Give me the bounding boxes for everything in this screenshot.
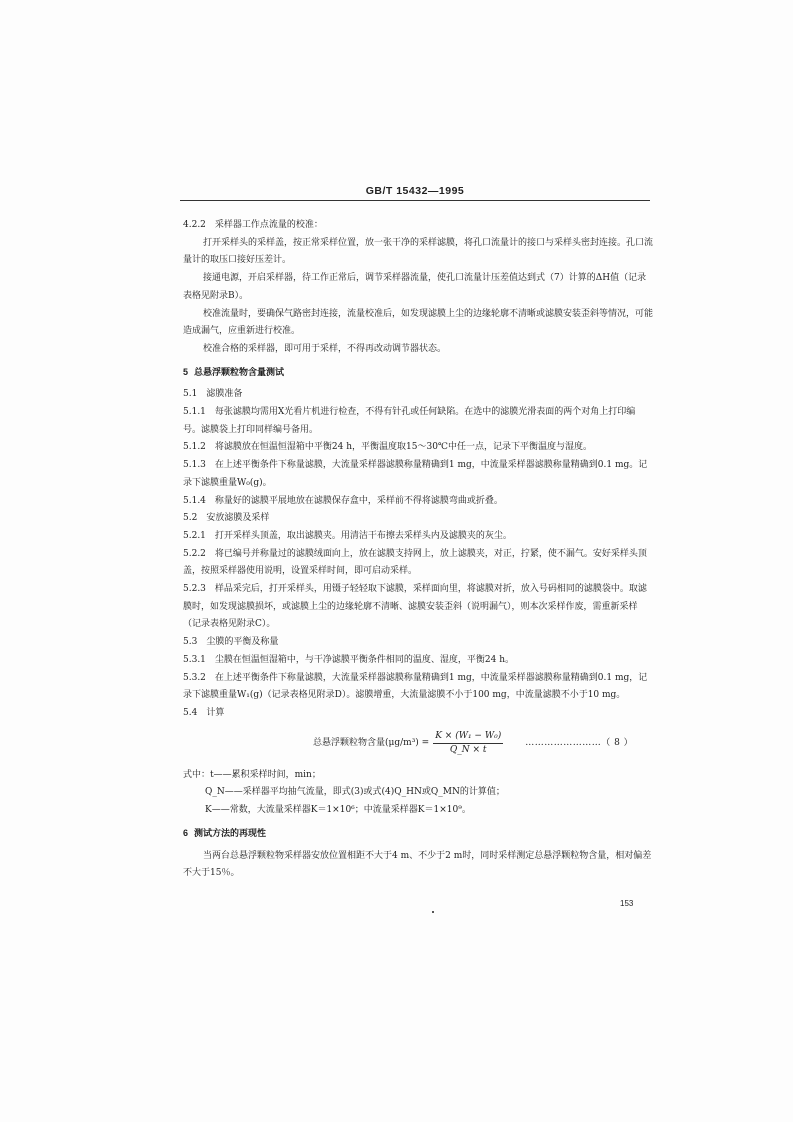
clause-5-2-1: 5.2.1 打开采样头顶盖，取出滤膜夹。用清洁干布擦去采样头内及滤膜夹的灰尘。 (183, 530, 512, 541)
paragraph: 接通电源，开启采样器，待工作正常后，调节采样器流量，使孔口流量计压差值达到式（7）计算的ΔH值（记录表格见附录B）。 (183, 273, 647, 301)
section-5-heading (183, 364, 653, 382)
document-body (183, 217, 653, 883)
section-4-2-2-title: 4.2.2 采样器工作点流量的校准： (183, 220, 323, 230)
paragraph: 校准流量时，要确保气路密封连接，流量校准后，如发现滤膜上尘的边缘轮廓不清晰或滤膜安装歪斜等情况，可能造成漏气，应重新进行校准。 (183, 308, 654, 337)
paragraph: 校准合格的采样器，即可用于采样，不得再改动调节器状态。 (203, 343, 447, 354)
clause-5-1-4: 5.1.4 称量好的滤膜平展地放在滤膜保存盒中，采样前不得将滤膜弯曲或折叠。 (183, 495, 503, 506)
where-line: K——常数，大流量采样器K＝1×10⁶；中流量采样器K＝1×10⁹。 (205, 805, 471, 816)
formula-8 (183, 727, 653, 761)
section-5-4-heading: 5.4 计算 (183, 707, 225, 718)
clause-5-1-2: 5.1.2 将滤膜放在恒温恒湿箱中平衡24 h，平衡温度取15～30℃中任一点，记录下平衡温度与湿度。 (183, 442, 592, 453)
section-5-1-heading: 5.1 滤膜准备 (183, 389, 243, 400)
section-5-3-heading: 5.3 尘膜的平衡及称量 (183, 637, 279, 648)
clause-5-1-1: 5.1.1 每张滤膜均需用X光看片机进行检查，不得有针孔或任何缺陷。在选中的滤膜光滑表面的两个对角上打印编号。滤膜袋上打印同样编号备用。 (183, 407, 636, 435)
section-5-2-heading: 5.2 安放滤膜及采样 (183, 513, 270, 524)
paragraph: 当两台总悬浮颗粒物采样器安放位置相距不大于4 m、不少于2 m时，同时采样测定总悬浮颗粒物含量，相对偏差不大于15％。 (183, 850, 652, 879)
page-number: 153 (620, 899, 634, 908)
formula-numerator: K × (W₁ − W₀) (433, 730, 503, 744)
header-rule (180, 200, 650, 201)
formula-number: ……………………（ 8 ） (525, 737, 634, 748)
section-title: 测试方法的再现性 (194, 827, 267, 838)
where-line: Q_N——采样器平均抽气流量，即式(3)或式(4)Q_HN或Q_MN的计算值； (205, 787, 505, 798)
clause-5-1-3: 5.1.3 在上述平衡条件下称量滤膜，大流量采样器滤膜称量精确到1 mg，中流量采样器滤膜称量精确到0.1 mg。记录下滤膜重量W₀(g)。 (183, 460, 648, 488)
clause-5-3-1: 5.3.1 尘膜在恒温恒湿箱中，与干净滤膜平衡条件相同的温度、湿度，平衡24 h。 (183, 654, 515, 665)
clause-5-3-2: 5.3.2 在上述平衡条件下称量滤膜，大流量采样器滤膜称量精确到1 mg，中流量采样器滤膜称量精确到0.1 mg，记录下滤膜重量W₁(g)（记录表格见附录D）。滤膜增重，大流量滤膜不小于100 mg，中流量滤膜不小于10 mg。 (183, 672, 648, 701)
formula-label: 总悬浮颗粒物含量(μg/m³) = (313, 737, 430, 748)
section-title: 总悬浮颗粒物含量测试 (194, 366, 285, 377)
section-number: 5 (183, 366, 189, 377)
running-header: GB/T 15432—1995 (365, 185, 465, 197)
formula-fraction (433, 730, 503, 757)
where-line: 式中：t——累积采样时间，min； (183, 769, 321, 780)
clause-5-2-2: 5.2.2 将已编号并称量过的滤膜绒面向上，放在滤膜支持网上，放上滤膜夹，对正，拧紧，使不漏气。安好采样头顶盖，按照采样器使用说明，设置采样时间，即可启动采样。 (183, 548, 647, 577)
clause-5-2-3: 5.2.3 样品采完后，打开采样头，用镊子轻轻取下滤膜，采样面向里，将滤膜对折，放入号码相同的滤膜袋中。取滤膜时，如发现滤膜损坏，或滤膜上尘的边缘轮廓不清晰、滤膜安装歪斜（说明漏气），则本次采样作废，需重新采样（记录表格见附录C）。 (183, 584, 647, 630)
section-number: 6 (183, 827, 189, 838)
scan-speck (432, 911, 434, 913)
section-6-heading (183, 825, 653, 843)
paragraph: 打开采样头的采样盖，按正常采样位置，放一张干净的采样滤膜，将孔口流量计的接口与采样头密封连接。孔口流量计的取压口接好压差计。 (183, 237, 654, 266)
formula-denominator: Q_N × t (449, 745, 487, 756)
